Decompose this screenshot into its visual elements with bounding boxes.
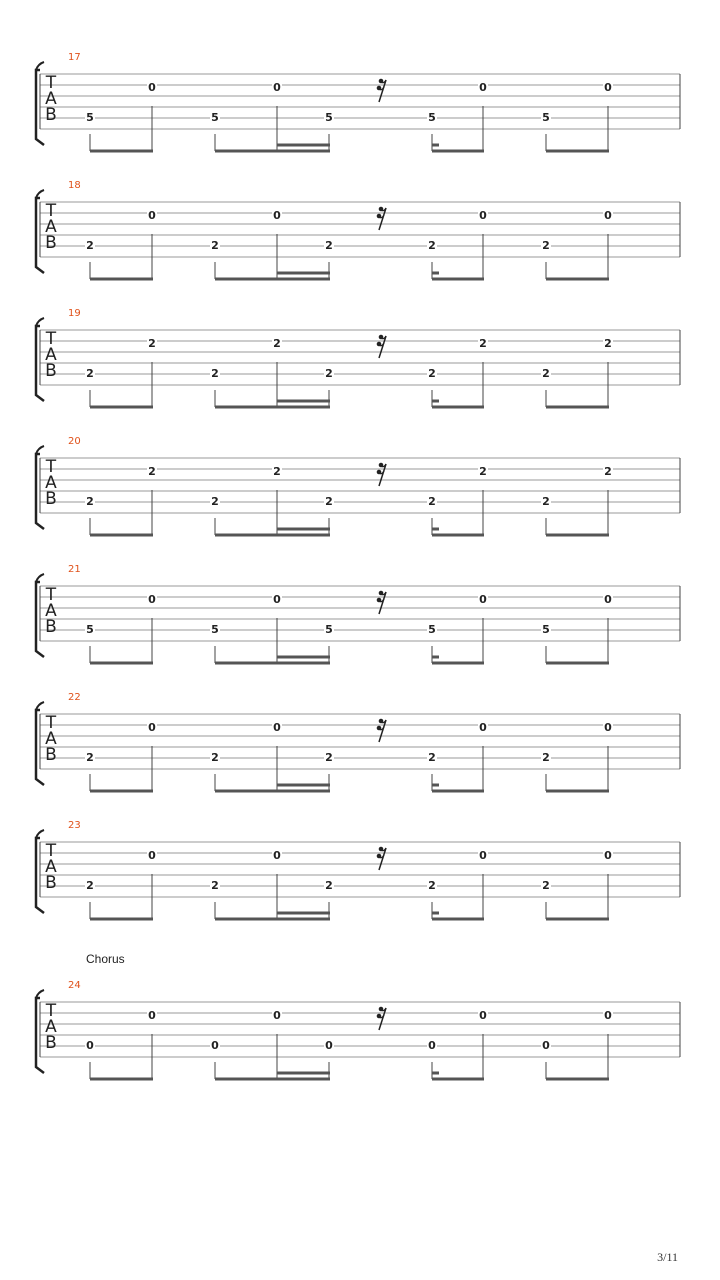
tab-system (0, 566, 720, 666)
tab-system (0, 822, 720, 922)
sixteenth-rest-icon (377, 463, 386, 486)
fret-number: 0 (273, 593, 281, 606)
fret-number: 2 (211, 367, 219, 380)
fret-number: 2 (428, 367, 436, 380)
beam (215, 534, 330, 537)
beam (90, 406, 153, 409)
tab-clef-letter: B (45, 489, 57, 509)
beam (432, 534, 484, 537)
tab-clef-letter: T (45, 585, 57, 605)
beam (90, 918, 153, 921)
measure-number: 20 (68, 436, 81, 447)
beam (546, 662, 609, 665)
tab-system (0, 438, 720, 538)
measure-number: 17 (68, 52, 81, 63)
beam (432, 784, 439, 787)
fret-number: 2 (211, 879, 219, 892)
sixteenth-rest-icon (377, 207, 386, 230)
tab-clef-letter: B (45, 361, 57, 381)
beam (277, 144, 330, 147)
fret-number: 2 (479, 337, 487, 350)
sixteenth-rest-icon (377, 847, 386, 870)
beam (277, 656, 330, 659)
beam (215, 406, 330, 409)
fret-number: 0 (604, 1009, 612, 1022)
beam (90, 790, 153, 793)
fret-number: 0 (479, 209, 487, 222)
tab-clef-letter: T (45, 457, 57, 477)
sixteenth-rest-icon (377, 79, 386, 102)
fret-number: 2 (325, 239, 333, 252)
fret-number: 0 (148, 209, 156, 222)
beam (90, 150, 153, 153)
tab-clef-letter: A (45, 217, 57, 237)
fret-number: 5 (325, 623, 333, 636)
tab-system (0, 310, 720, 410)
fret-number: 0 (325, 1039, 333, 1052)
fret-number: 0 (273, 209, 281, 222)
fret-number: 2 (211, 751, 219, 764)
tab-clef-letter: T (45, 329, 57, 349)
tab-clef-letter: T (45, 201, 57, 221)
fret-number: 0 (211, 1039, 219, 1052)
tab-clef-letter: A (45, 729, 57, 749)
tab-clef-letter: T (45, 1001, 57, 1021)
fret-number: 2 (542, 367, 550, 380)
fret-number: 0 (148, 721, 156, 734)
fret-number: 5 (542, 623, 550, 636)
measure-number: 21 (68, 564, 81, 575)
beam (277, 400, 330, 403)
beam (432, 1072, 439, 1075)
beam (546, 1078, 609, 1081)
measure-number: 19 (68, 308, 81, 319)
beam (432, 790, 484, 793)
beam (432, 406, 484, 409)
beam (432, 400, 439, 403)
tab-clef-letter: B (45, 105, 57, 125)
beam (432, 144, 439, 147)
fret-number: 2 (211, 495, 219, 508)
beam (432, 278, 484, 281)
fret-number: 0 (479, 849, 487, 862)
tab-clef-letter: A (45, 1017, 57, 1037)
fret-number: 0 (148, 849, 156, 862)
sixteenth-rest-icon (377, 719, 386, 742)
fret-number: 0 (604, 849, 612, 862)
fret-number: 2 (428, 495, 436, 508)
fret-number: 0 (479, 721, 487, 734)
fret-number: 2 (86, 879, 94, 892)
tab-staff (0, 566, 720, 666)
beam (432, 656, 439, 659)
fret-number: 2 (325, 495, 333, 508)
fret-number: 0 (273, 849, 281, 862)
fret-number: 2 (542, 239, 550, 252)
beam (90, 534, 153, 537)
beam (432, 662, 484, 665)
fret-number: 2 (273, 465, 281, 478)
fret-number: 5 (428, 111, 436, 124)
tab-staff (0, 310, 720, 410)
fret-number: 0 (479, 1009, 487, 1022)
beam (215, 918, 330, 921)
fret-number: 2 (604, 337, 612, 350)
beam (215, 1078, 330, 1081)
measure-number: 22 (68, 692, 81, 703)
fret-number: 5 (86, 623, 94, 636)
fret-number: 2 (148, 337, 156, 350)
tab-system (0, 54, 720, 154)
beam (215, 150, 330, 153)
fret-number: 0 (86, 1039, 94, 1052)
fret-number: 2 (86, 495, 94, 508)
tab-staff (0, 822, 720, 922)
beam (215, 662, 330, 665)
tab-clef-letter: A (45, 89, 57, 109)
beam (432, 528, 439, 531)
tab-staff (0, 438, 720, 538)
fret-number: 0 (479, 593, 487, 606)
fret-number: 0 (273, 1009, 281, 1022)
beam (90, 662, 153, 665)
beam (546, 534, 609, 537)
sixteenth-rest-icon (377, 335, 386, 358)
fret-number: 2 (542, 751, 550, 764)
fret-number: 2 (325, 751, 333, 764)
fret-number: 0 (428, 1039, 436, 1052)
beam (215, 790, 330, 793)
section-label-chorus: Chorus (86, 952, 125, 966)
fret-number: 2 (86, 751, 94, 764)
beam (432, 918, 484, 921)
page-number: 3/11 (657, 1250, 678, 1264)
measure-number: 18 (68, 180, 81, 191)
fret-number: 5 (542, 111, 550, 124)
beam (277, 272, 330, 275)
tab-clef-letter: A (45, 601, 57, 621)
fret-number: 5 (86, 111, 94, 124)
tab-clef-letter: B (45, 873, 57, 893)
fret-number: 0 (604, 593, 612, 606)
fret-number: 2 (604, 465, 612, 478)
sixteenth-rest-icon (377, 1007, 386, 1030)
fret-number: 2 (273, 337, 281, 350)
sixteenth-rest-icon (377, 591, 386, 614)
fret-number: 2 (428, 879, 436, 892)
fret-number: 2 (542, 495, 550, 508)
fret-number: 2 (148, 465, 156, 478)
tab-staff (0, 982, 720, 1082)
fret-number: 0 (479, 81, 487, 94)
measure-number: 24 (68, 980, 81, 991)
tab-clef-letter: T (45, 73, 57, 93)
fret-number: 5 (428, 623, 436, 636)
fret-number: 0 (148, 593, 156, 606)
tab-staff (0, 694, 720, 794)
fret-number: 5 (325, 111, 333, 124)
beam (546, 918, 609, 921)
fret-number: 2 (325, 367, 333, 380)
tab-clef-letter: B (45, 617, 57, 637)
beam (277, 528, 330, 531)
beam (546, 790, 609, 793)
fret-number: 2 (479, 465, 487, 478)
tab-clef-letter: B (45, 1033, 57, 1053)
beam (432, 150, 484, 153)
fret-number: 0 (604, 209, 612, 222)
tab-system (0, 982, 720, 1082)
beam (546, 278, 609, 281)
beam (432, 272, 439, 275)
fret-number: 0 (148, 81, 156, 94)
fret-number: 0 (273, 81, 281, 94)
beam (277, 784, 330, 787)
fret-number: 2 (86, 367, 94, 380)
fret-number: 0 (604, 81, 612, 94)
fret-number: 2 (428, 751, 436, 764)
fret-number: 0 (604, 721, 612, 734)
tab-system (0, 182, 720, 282)
beam (546, 406, 609, 409)
beam (432, 1078, 484, 1081)
tab-clef-letter: T (45, 713, 57, 733)
tab-clef-letter: A (45, 345, 57, 365)
tab-staff (0, 54, 720, 154)
tab-clef-letter: A (45, 473, 57, 493)
fret-number: 2 (211, 239, 219, 252)
tab-staff (0, 182, 720, 282)
beam (546, 150, 609, 153)
beam (277, 1072, 330, 1075)
fret-number: 5 (211, 623, 219, 636)
fret-number: 2 (86, 239, 94, 252)
tab-clef-letter: B (45, 745, 57, 765)
fret-number: 0 (542, 1039, 550, 1052)
tab-clef-letter: A (45, 857, 57, 877)
fret-number: 0 (273, 721, 281, 734)
fret-number: 2 (325, 879, 333, 892)
fret-number: 5 (211, 111, 219, 124)
beam (432, 912, 439, 915)
beam (277, 912, 330, 915)
fret-number: 2 (428, 239, 436, 252)
fret-number: 0 (148, 1009, 156, 1022)
fret-number: 2 (542, 879, 550, 892)
beam (90, 278, 153, 281)
tab-clef-letter: T (45, 841, 57, 861)
beam (215, 278, 330, 281)
tab-system (0, 694, 720, 794)
measure-number: 23 (68, 820, 81, 831)
beam (90, 1078, 153, 1081)
tab-clef-letter: B (45, 233, 57, 253)
